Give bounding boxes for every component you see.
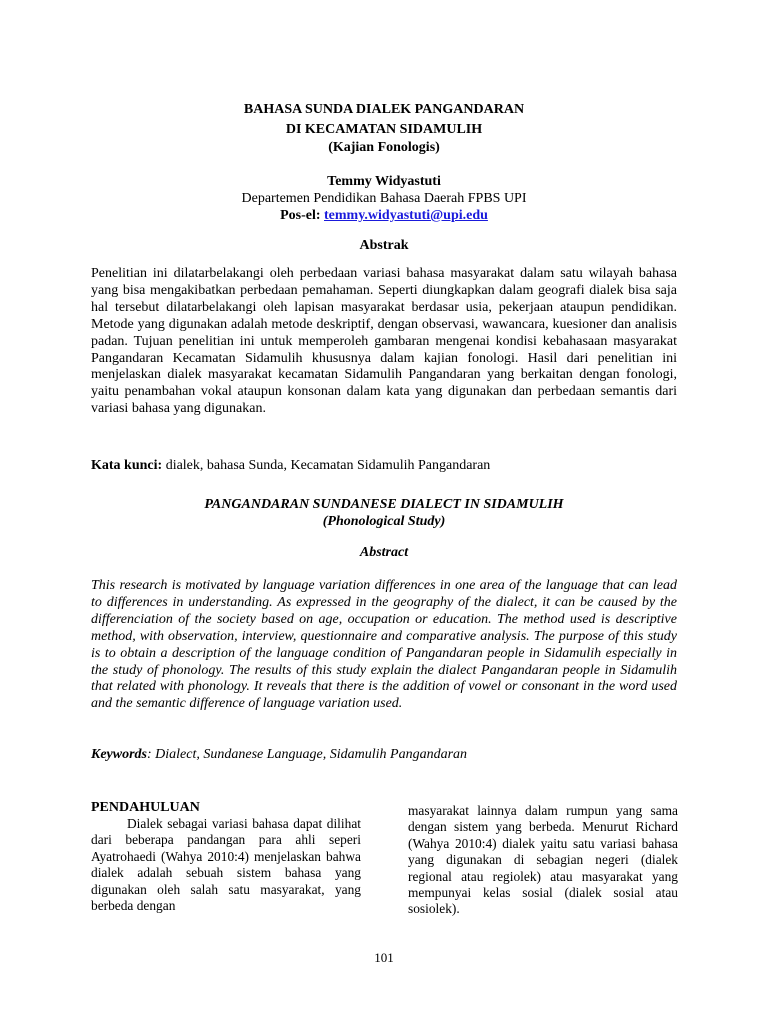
keywords-label: Keywords (91, 747, 147, 762)
intro-left-text: Dialek sebagai variasi bahasa dapat dilihat dari beberapa pandangan para ahli seperi Ayatrohaedi (Wahya 2010:4) menjelaskan bahwa dialek adalah sebuah sistem bahasa yang digunakan oleh salah satu masyarakat, yang berbeda dengan (91, 816, 361, 914)
title-line-2: DI KECAMATAN SIDAMULIH (285, 122, 483, 137)
author-name: Temmy Widyastuti (327, 174, 441, 189)
kata-kunci-label: Kata kunci: (91, 458, 163, 473)
abstract-heading: Abstract (359, 545, 409, 560)
english-title-block (0, 496, 768, 530)
paper-title (0, 100, 768, 156)
page-number: 101 (374, 950, 394, 965)
intro-right-column (408, 803, 678, 918)
keywords (91, 747, 677, 764)
english-title: PANGANDARAN SUNDANESE DIALECT IN SIDAMULIH (204, 497, 564, 512)
title-line-1: BAHASA SUNDA DIALEK PANGANDARAN (243, 102, 525, 117)
kata-kunci (91, 458, 677, 475)
abstract-body: This research is motivated by language variation differences in one area of the language that can lead to differences in understanding. As expressed in the geography of the dialect, it can be caused by the differenciation of the society based on age, occupation or education. The method used is descriptive method, with observation, interview, questionnaire and comparative analysis. The purpose of this study is to obtain a description of the language condition of Pangandaran people in Sidamulih especially in the study of phonology. The results of this study explain the dialect Pangandaran people in Sidamulih that related with phonology. It reveals that there is the addition of vowel or consonant in the word used and the semantic difference of language variation used. (91, 578, 677, 712)
intro-left-column (91, 800, 361, 914)
keywords-text: : Dialect, Sundanese Language, Sidamulih Pangandaran (147, 747, 468, 762)
author-affiliation: Departemen Pendidikan Bahasa Daerah FPBS UPI (241, 191, 527, 206)
intro-right-text: masyarakat lainnya dalam rumpun yang sama dengan sistem yang berbeda. Menurut Richard (Wahya 2010:4) dialek yaitu satu variasi bahasa yang digunakan di sebagian negeri (dialek regional atau regiolek) atau masyarakat yang mempunyai kelas sosial (dialek sosial atau sosiolek). (408, 803, 678, 917)
author-email-line (0, 207, 768, 224)
section-heading-pendahuluan: PENDAHULUAN (91, 800, 200, 815)
abstrak-body: Penelitian ini dilatarbelakangi oleh perbedaan variasi bahasa masyarakat dalam satu wilayah bahasa yang bisa mengakibatkan perbedaan pemahaman. Seperti diungkapkan dalam geografi dialek bisa saja hal tersebut dilatarbelakangi oleh lapisan masyarakat berdasar usia, pekerjaan ataupun pendidikan. Metode yang digunakan adalah metode deskriptif, dengan observasi, wawancara, kuesioner dan analisis padan. Tujuan penelitian ini untuk memperoleh gambaran mengenai kondisi kebahasaan masyarakat Pangandaran Kecamatan Sidamulih khususnya dalam kajian fonologi. Hasil dari penelitian ini menjelaskan dialek masyarakat kecamatan Sidamulih Pangandaran yang berkaitan dengan fonologi, yaitu penambahan vokal ataupun konsonan dalam kata yang digunakan dan perbedaan semantis dari variasi bahasa yang digunakan. (91, 266, 677, 417)
english-subtitle: (Phonological Study) (322, 514, 446, 529)
email-link[interactable]: temmy.widyastuti@upi.edu (324, 208, 488, 223)
paper-subtitle: (Kajian Fonologis) (328, 140, 440, 155)
abstrak-heading: Abstrak (359, 238, 409, 253)
kata-kunci-text: dialek, bahasa Sunda, Kecamatan Sidamulih Pangandaran (162, 458, 491, 473)
email-label: Pos-el: (280, 208, 321, 223)
author-block (0, 173, 768, 224)
